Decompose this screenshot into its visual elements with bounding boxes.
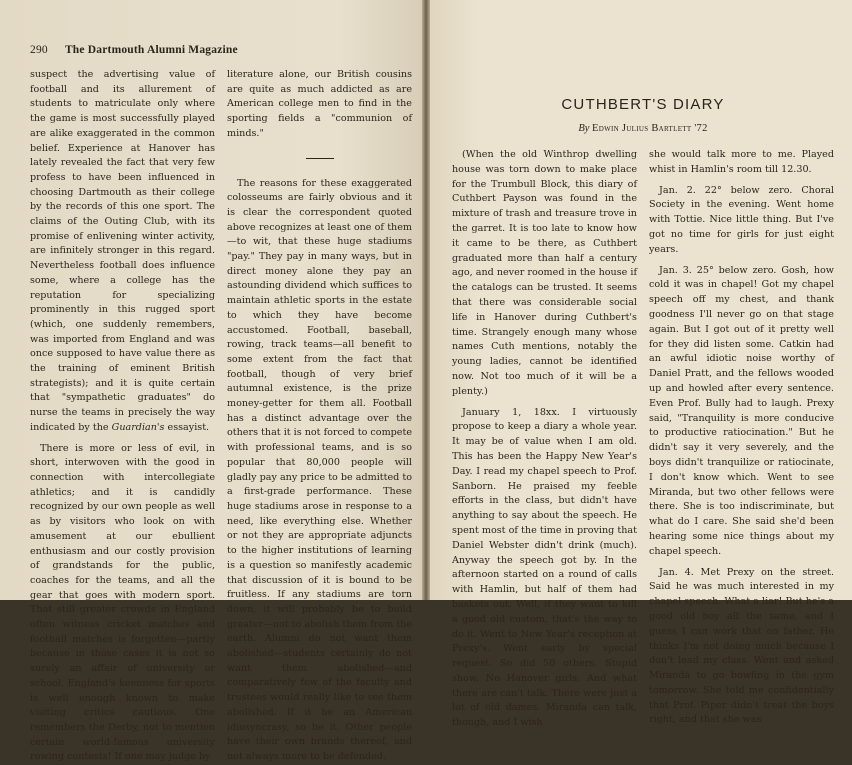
running-head — [30, 44, 412, 62]
italic-text: Guardian's — [111, 421, 165, 433]
right-columns — [452, 148, 834, 731]
left-column-1 — [30, 68, 215, 765]
left-page — [0, 0, 422, 763]
article-title: CUTHBERT'S DIARY — [561, 96, 725, 113]
right-column-2 — [649, 148, 834, 731]
paragraph-text: essayist. — [164, 421, 210, 433]
paragraph: January 1, 18xx. I virtuously propose to keep a diary a whole year. It may be of value when I am old. This has been the Happy New Year's Day. I read my chapel speech to Prof. Sanborn. He praised my feeble efforts in the class, but didn't have anything to say about the speech. He spent most of the time in proving that Daniel Webster didn't drink (much). Anyway the speech got by. In the afternoon started on a round of calls with Hamlin, but half of them had baskets out. Well, if they want to kill a good old custom, that's the way to do it. Went to New Year's reception at Prexy's. Went early by special request. So did 50 others. Stupid show. No Hanover girls. And what there are can't talk. There were just a lot of old dames. Miranda can talk, though, and I wish — [452, 406, 637, 729]
byline — [452, 123, 834, 134]
right-page — [430, 0, 852, 729]
paragraph: Jan. 2. 22° below zero. Choral Society in the evening. Went home with Tottie. Nice little thing. But I've got no time for girls for just eight years. — [649, 184, 834, 255]
left-columns — [30, 68, 412, 765]
magazine-title: The Dartmouth Alumni Magazine — [64, 44, 238, 56]
paragraph: (When the old Winthrop dwelling house was torn down to make place for the Trumbull Block, this diary of Cuthbert Payson was found in the mixture of trash and treasure trove in the garret. It is too late to know how it came to be there, as Cuthbert graduated more than half a century ago, and never roomed in the house if the catalogs can be trusted. It seems that there was considerable social life in Hanover during Cuthbert's time. Strangely enough many whose names Cuth mentions, notably the young ladies, cannot be identified now. Not too much of it will be a plenty.) — [452, 149, 637, 397]
left-column-2 — [227, 68, 412, 765]
paragraph: literature alone, our British cousins are quite as much addicted as are American college men to find in the sporting fields a "communion of minds." — [227, 69, 412, 139]
right-column-1 — [452, 148, 637, 731]
paragraph — [30, 68, 215, 436]
byline-by: By — [578, 123, 590, 134]
paragraph: she would talk more to me. Played whist in Hamlin's room till 12.30. — [649, 149, 834, 175]
paragraph: Jan. 4. Met Prexy on the street. Said he was much interested in my chapel speech. What a liar! But he's a good old boy all the same, and I guess I can work that on father. He thinks I'm not doing much because I don't lead my class. Went and asked Miranda to go bowling in the gym tomorrow. She told me confidentially that Prof. Piper didn't treat the boys right, and that she was — [649, 566, 834, 726]
book-gutter — [422, 0, 430, 600]
byline-author: Edwin Julius Bartlett '72 — [592, 123, 708, 134]
page-number: 290 — [30, 44, 48, 56]
paragraph: The reasons for these exaggerated colosseums are fairly obvious and it is clear the correspondent quoted above recognizes at least one of them—to wit, that these huge stadiums "pay." They pay in many ways, but in direct money alone they pay an astounding dividend which suffices to maintain athletic sports in the estate to which they have become accustomed. Football, baseball, rowing, track teams—all benefit to some extent from the fact that football, though of very brief autumnal existence, is the prize money-getter for them all. Football has a distinct advantage over the others that it is not forced to compete with professional teams, and is so popular that 80,000 people will gladly pay any price to be admitted to a first-grade performance. These huge stadiums arose in response to a need, like everything else. Whether or not they are appropriate adjuncts to the higher institutions of learning is a question so manifestly academic that discussion of it is bound to be fruitless. If any stadiums are torn down, it will probably be to build greater—not to abolish them from the earth. Alumni do not want them abolished—students certainly do not want them abolished—and comparatively few of the faculty and trustees would really like to see them abolished. If it be an American idiosyncrasy, so be it. Other people have their own brands thereof, and not always more to be defended. — [227, 177, 413, 762]
paragraph: There is more or less of evil, in short, interwoven with the good in connection with intercollegiate athletics; and it is candidly recognized by our own people as well as by visitors who look on with amusement at our ebullient enthusiasm and our costly provision of grandstands for the public, coaches for the teams, and all the gear that goes with modern sport. That still greater crowds in England often witness cricket matches and football matches is forgotten—partly because in those cases it is not so surely an affair of university or school. England's keenness for sports is well enough known to make visiting critics cautious. One remembers the Derby, not to mention certain world-famous university rowing contests! If one may judge by — [30, 442, 215, 763]
paragraph-text: suspect the advertising value of football and its allurement of students to matriculate only where the game is most successfully played are alike exaggerated in the common belief. Experience at Hanover has lately revealed the fact that very few profess to have been influenced in choosing Dartmouth as their college by the records of this one sport. The claims of the Outing Club, with its promise of enlivening winter activity, are infinitely stronger in this regard. Nevertheless football does influence some, where a college has the reputation for specializing prominently in this rugged sport (which, one suddenly remembers, was imported from England and was once supposed to have value there as the training of eminent British strategists); and it is quite certain that "sympathetic graduates" do nurse the teams in precisely the way indicated by the — [30, 69, 215, 433]
paragraph: Jan. 3. 25° below zero. Gosh, how cold it was in chapel! Got my chapel speech off my chest, and thank goodness I'll never go on that stage again. But I got out of it pretty well for they did listen some. Catkin had an awful idiotic noise worthy of Daniel Pratt, and the fellows wooded up and howled after every sentence. Even Prof. Bully had to laugh. Prexy said, "Tranquility is more conducive to productive ratiocination." But he didn't say it very severely, and the boys didn't tranquilize or ratiocinate, I don't know which. Went to see Miranda, but two other fellows were there. She is too indiscriminate, but what do I care. She said she'd been hearing some nice things about my chapel speech. — [649, 264, 834, 557]
section-divider — [306, 158, 334, 159]
